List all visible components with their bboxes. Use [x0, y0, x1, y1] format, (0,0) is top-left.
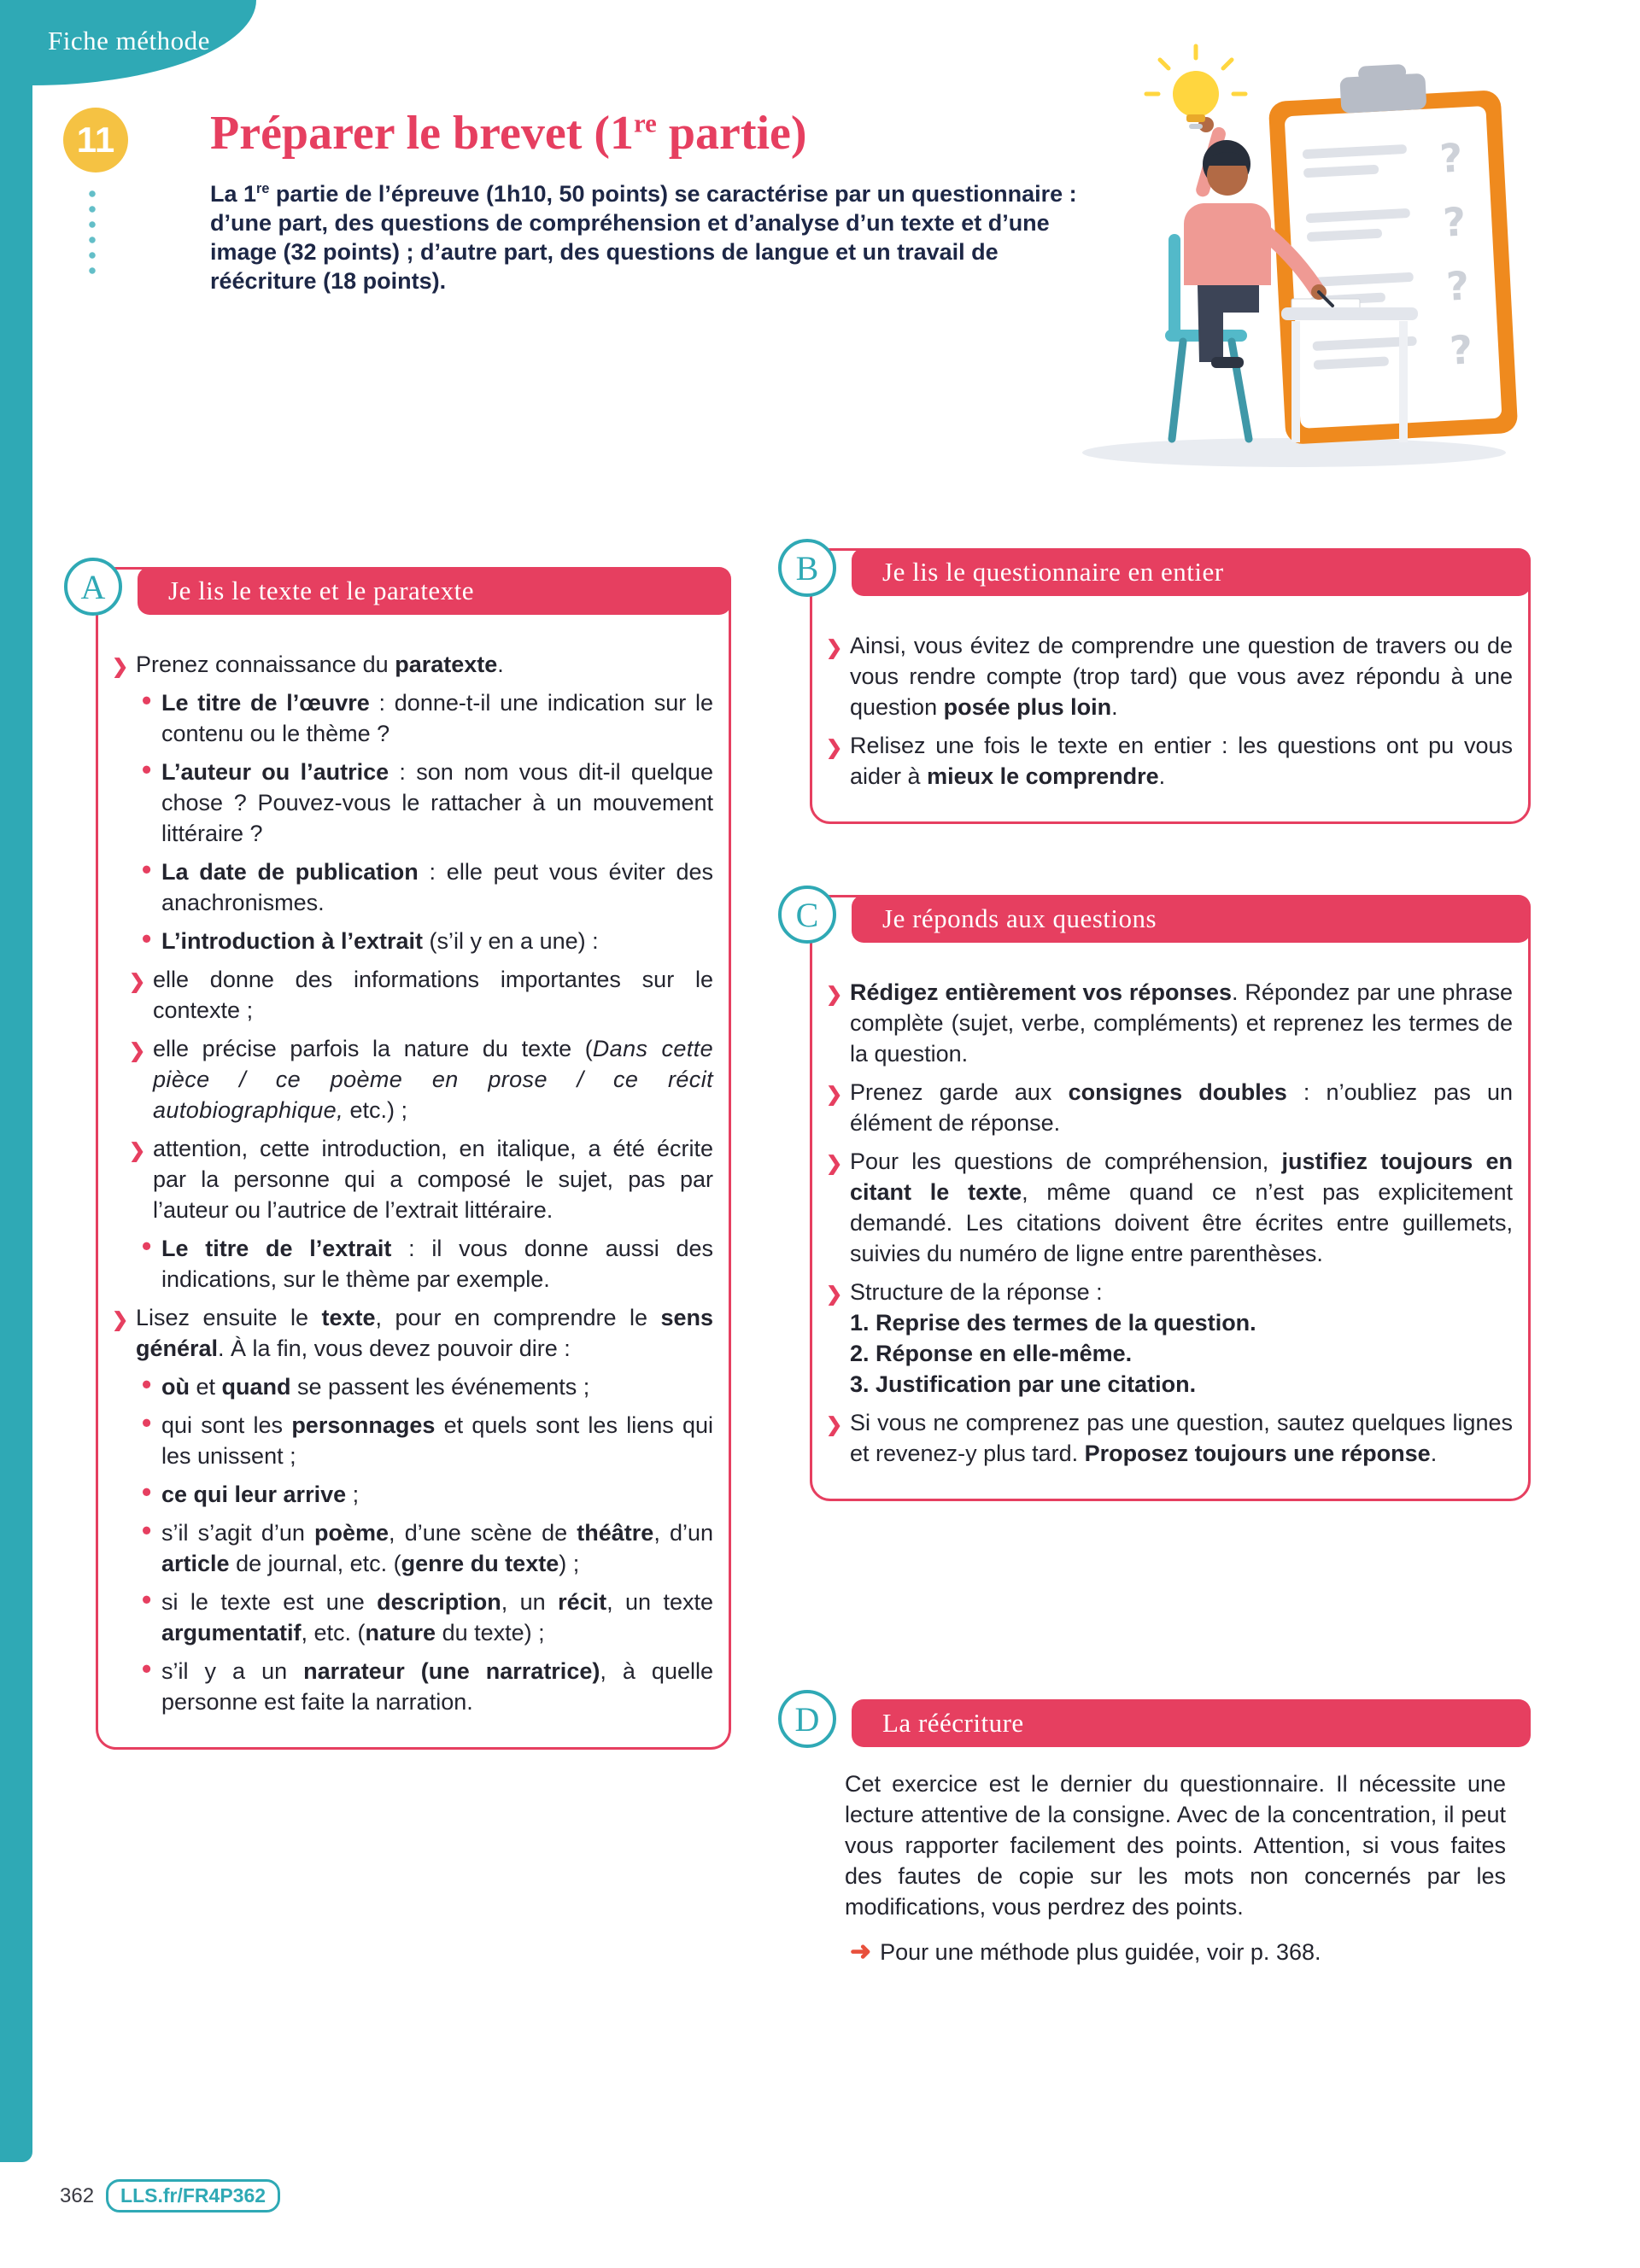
bullet-icon: •	[142, 1653, 152, 1684]
section-b-content	[826, 630, 1513, 792]
list-item-text: La date de publication : elle peut vous éviter des anachronismes.	[161, 859, 713, 915]
corner-banner	[0, 0, 256, 85]
list-item-text: qui sont les personnages et quels sont les liens qui les unissent ;	[161, 1412, 713, 1469]
bullet-icon: •	[142, 754, 152, 785]
list-item-text: attention, cette introduction, en italique, a été écrite par la personne qui a composé le sujet, pas par l’auteur ou l’autrice de l’extrait littéraire.	[153, 1136, 713, 1223]
intro-paragraph: La 1re partie de l’épreuve (1h10, 50 points) se caractérise par un questionnaire : d’une part, des questions de compréhension et d’analyse d’un texte et d’une image (32 points) ; d’autre part, des questions de langue et un travail de réécriture (18 points).	[210, 181, 1077, 294]
clipboard-checklist	[1267, 59, 1519, 445]
section-c-content	[826, 977, 1513, 1469]
section-c	[795, 895, 1531, 1501]
bullet-icon: •	[142, 1369, 152, 1400]
chevron-icon: ❯	[826, 983, 843, 1005]
bullet-icon: •	[142, 1230, 152, 1261]
chevron-icon: ❯	[826, 1152, 843, 1174]
list-item	[138, 754, 713, 849]
list-item	[138, 687, 713, 749]
list-item	[826, 1407, 1513, 1469]
list-item	[112, 1302, 713, 1364]
bullet-icon: •	[142, 1476, 152, 1507]
list-item	[826, 1077, 1513, 1138]
list-item-text: s’il y a un narrateur (une narratrice), à quelle personne est faite la narration.	[161, 1658, 713, 1715]
side-accent-bar	[0, 84, 32, 2162]
list-item-text: Ainsi, vous évitez de comprendre une question de travers ou de vous rendre compte (trop tard) que vous avez répondu à une question posée plus loin.	[850, 633, 1513, 720]
illustration-student-idea-checklist	[1068, 36, 1546, 476]
guided-method-note-text: Pour une méthode plus guidée, voir p. 368.	[880, 1939, 1321, 1965]
list-item	[138, 1407, 713, 1471]
list-item-text: s’il s’agit d’un poème, d’une scène de théâtre, d’un article de journal, etc. (genre du texte) ;	[161, 1520, 714, 1576]
list-item-text: ce qui leur arrive ;	[161, 1482, 360, 1507]
chevron-icon: ❯	[826, 736, 843, 758]
section-a	[80, 567, 731, 1750]
list-item	[826, 630, 1513, 722]
list-item	[138, 1653, 713, 1717]
ground-shadow	[1082, 438, 1506, 467]
chevron-icon: ❯	[129, 970, 146, 992]
section-b-header	[852, 548, 1531, 596]
bullet-icon: •	[142, 923, 152, 954]
list-item	[138, 1476, 713, 1510]
svg-text:?: ?	[1441, 198, 1467, 246]
bullet-icon: •	[142, 854, 152, 885]
section-d-header	[852, 1699, 1531, 1747]
section-b-title: Je lis le questionnaire en entier	[882, 557, 1224, 587]
list-item	[826, 977, 1513, 1069]
section-d-letter: D	[778, 1690, 836, 1748]
chevron-icon: ❯	[826, 1413, 843, 1435]
section-b-letter: B	[778, 539, 836, 597]
section-a-letter: A	[64, 558, 122, 616]
page-footer	[60, 2179, 280, 2212]
svg-text:?: ?	[1448, 326, 1474, 374]
list-item-text: elle précise parfois la nature du texte (Dans cette pièce / ce poème en prose / ce récit autobiographique, etc.) ;	[153, 1036, 713, 1123]
list-item	[129, 964, 713, 1026]
section-d-title: La réécriture	[882, 1708, 1024, 1738]
list-item-text: L’auteur ou l’autrice : son nom vous dit-il quelque chose ? Pouvez-vous le rattacher à un mouvement littéraire ?	[161, 759, 713, 846]
list-item	[138, 1230, 714, 1295]
section-d-paragraph: Cet exercice est le dernier du questionnaire. Il nécessite une lecture attentive de la consigne. Avec de la concentration, il peut vous rapporter facilement des points. Attention, si vous faites des fautes de copie sur les mots non concernés par les modifications, vous perdrez des points.	[845, 1771, 1506, 1920]
list-item-text: Rédigez entièrement vos réponses. Répondez par une phrase complète (sujet, verbe, compléments) et reprenez les termes de la question.	[850, 979, 1513, 1067]
list-item	[138, 856, 713, 918]
page-eyebrow: Fiche méthode	[48, 26, 210, 56]
bullet-icon: •	[142, 685, 152, 716]
page-number: 362	[60, 2183, 95, 2207]
dotted-line	[88, 186, 97, 277]
section-a-header	[138, 567, 731, 615]
chevron-icon: ❯	[129, 1039, 146, 1061]
list-item	[112, 649, 713, 680]
svg-text:?: ?	[1438, 134, 1464, 182]
chevron-icon: ❯	[826, 1083, 843, 1105]
lesson-number-badge: 11	[63, 108, 128, 172]
list-item	[129, 1133, 713, 1225]
list-item	[138, 1584, 713, 1648]
section-c-letter: C	[778, 886, 836, 944]
arrow-right-icon: ➜	[850, 1938, 872, 1966]
bullet-icon: •	[142, 1515, 152, 1546]
section-a-title: Je lis le texte et le paratexte	[168, 576, 475, 605]
list-item-text: Le titre de l’œuvre : donne-t-il une indication sur le contenu ou le thème ?	[161, 690, 713, 746]
list-item-text: Relisez une fois le texte en entier : les questions ont pu vous aider à mieux le comprendre.	[850, 733, 1513, 789]
section-c-title: Je réponds aux questions	[882, 903, 1157, 933]
list-item	[138, 1517, 713, 1579]
list-item-text: où et quand se passent les événements ;	[161, 1374, 590, 1400]
list-item-text: Lisez ensuite le texte, pour en comprendre le sens général. À la fin, vous devez pouvoir dire :	[136, 1305, 713, 1361]
list-item	[826, 1146, 1513, 1269]
list-item-text: Si vous ne comprenez pas une question, sautez quelques lignes et revenez-y plus tard. Proposez toujours une réponse.	[850, 1410, 1513, 1466]
section-d	[794, 1699, 1531, 1986]
guided-method-note	[845, 1938, 1506, 1967]
chevron-icon: ❯	[112, 1308, 129, 1330]
resource-link-badge[interactable]: LLS.fr/FR4P362	[106, 2179, 280, 2212]
list-item-text: si le texte est une description, un récit, un texte argumentatif, etc. (nature du texte) ;	[161, 1589, 713, 1645]
list-item-text: elle donne des informations importantes sur le contexte ;	[153, 967, 713, 1023]
list-item-text: Prenez garde aux consignes doubles : n’oubliez pas un élément de réponse.	[850, 1079, 1513, 1136]
list-item-text: L’introduction à l’extrait (s’il y en a une) :	[161, 928, 599, 954]
illustration-svg	[1068, 36, 1546, 476]
list-item	[826, 730, 1513, 792]
list-item-text: Structure de la réponse : 1. Reprise des termes de la question. 2. Réponse en elle-même. 3. Justification par une citation.	[850, 1279, 1256, 1397]
bullet-icon: •	[142, 1407, 152, 1438]
lightbulb-icon	[1146, 46, 1245, 129]
list-item-text: Prenez connaissance du paratexte.	[136, 652, 504, 677]
section-c-header	[852, 895, 1531, 943]
list-item-text: Pour les questions de compréhension, justifiez toujours en citant le texte, même quand ce n’est pas explicitement demandé. Les citations doivent être écrites entre guillemets, suivies du numéro de ligne entre parenthèses.	[850, 1149, 1513, 1266]
chevron-icon: ❯	[826, 636, 843, 658]
chevron-icon: ❯	[129, 1139, 146, 1161]
page-title: Préparer le brevet (1re partie)	[210, 107, 807, 160]
chevron-icon: ❯	[826, 1283, 843, 1305]
list-item	[138, 1371, 713, 1402]
list-item-text: Le titre de l’extrait : il vous donne aussi des indications, sur le thème par exemple.	[161, 1236, 714, 1292]
svg-text:?: ?	[1444, 262, 1471, 310]
section-b	[795, 548, 1531, 824]
bullet-icon: •	[142, 1584, 152, 1615]
list-item	[826, 1277, 1513, 1400]
chevron-icon: ❯	[112, 655, 129, 677]
section-a-content	[112, 649, 713, 1717]
list-item	[138, 923, 713, 956]
list-item	[129, 1033, 713, 1125]
